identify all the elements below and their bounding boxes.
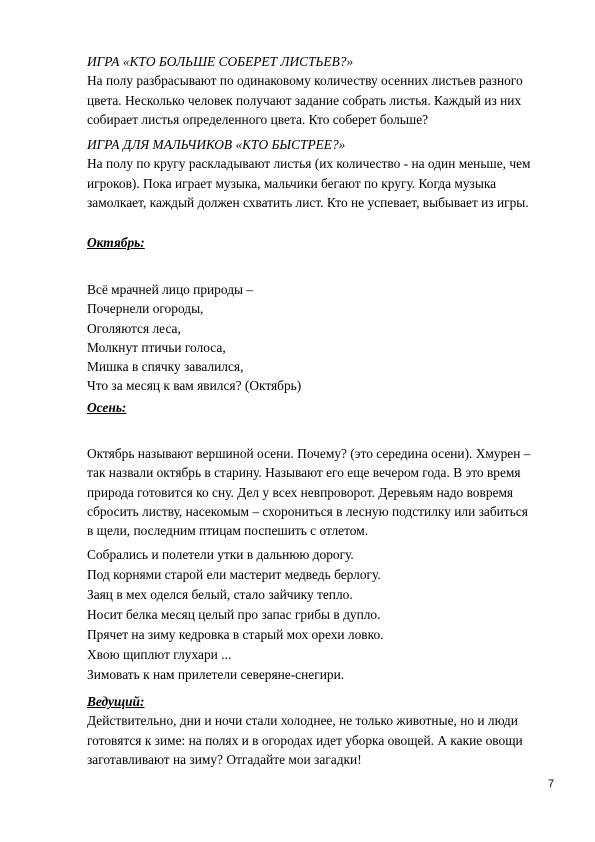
game2-line: На полу по кругу раскладывают листья (их количество - на один меньше, чем xyxy=(87,156,531,172)
game1-section xyxy=(87,52,557,129)
autumn-line: природа готовится ко сну. Дел у всех невпроворот. Деревьям надо вовремя xyxy=(87,484,514,500)
autumn-line: в щели, последним птицам поспешить с отлетом. xyxy=(87,523,369,539)
game1-line: цвета. Несколько человек получают задание собрать листья. Каждый из них xyxy=(87,92,522,108)
game1-line: На полу разбрасывают по одинаковому количеству осенних листьев разного xyxy=(87,73,523,89)
host-title: Ведущий: xyxy=(87,694,145,709)
autumn-heading-block xyxy=(87,398,557,417)
host-text xyxy=(87,711,557,769)
game2-text xyxy=(87,154,557,212)
autumn-line: сбросить листву, насекомым – схорониться в лесную подстилку или забиться xyxy=(87,503,528,519)
autumn-poem-line: Заяц в мех оделся белый, стало зайчику тепло. xyxy=(87,587,353,602)
autumn-poem xyxy=(87,545,557,685)
game1-title: ИГРА «КТО БОЛЬШЕ СОБЕРЕТ ЛИСТЬЕВ?» xyxy=(87,54,354,69)
autumn-poem-line: Собрались и полетели утки в дальнюю дорогу. xyxy=(87,547,354,562)
autumn-title: Осень: xyxy=(87,400,127,415)
game2-line: замолкает, каждый должен схватить лист. Кто не успевает, выбывает из игры. xyxy=(87,194,529,210)
host-line: готовятся к зиме: на полях и в огородах идет уборка овощей. А какие овощи xyxy=(87,732,523,748)
autumn-line: так назвали октябрь в старину. Называют его еще вечером года. В это время xyxy=(87,465,521,481)
october-poem-line: Что за месяц к вам явился? (Октябрь) xyxy=(87,378,302,394)
october-poem-line: Мишка в спячку завалился, xyxy=(87,359,244,375)
game1-text xyxy=(87,71,557,129)
october-poem-line: Почернели огороды, xyxy=(87,301,204,317)
game2-section xyxy=(87,135,557,212)
autumn-poem-line: Зимовать к нам прилетели северяне-снегири. xyxy=(87,667,345,682)
october-poem-line: Оголяются леса, xyxy=(87,320,181,336)
october-poem-line: Молкнут птичьи голоса, xyxy=(87,339,226,355)
autumn-poem-line: Под корнями старой ели мастерит медведь берлогу. xyxy=(87,567,381,582)
host-section xyxy=(87,692,557,769)
page-number: 7 xyxy=(548,778,555,790)
host-line: Действительно, дни и ночи стали холоднее, не только животные, но и люди xyxy=(87,713,518,729)
game1-line: собирает листья определенного цвета. Кто соберет больше? xyxy=(87,111,429,127)
autumn-poem-line: Хвою щиплют глухари ... xyxy=(87,647,232,662)
october-heading-block xyxy=(87,233,557,252)
autumn-poem-line: Прячет на зиму кедровка в старый мох орехи ловко. xyxy=(87,627,384,642)
october-title: Октябрь: xyxy=(87,235,145,250)
game2-line: игроков). Пока играет музыка, мальчики бегают по кругу. Когда музыка xyxy=(87,175,497,191)
autumn-line: Октябрь называют вершиной осени. Почему? (это середина осени). Хмурен – xyxy=(87,446,531,461)
october-poem-line: Всё мрачней лицо природы – xyxy=(87,282,254,297)
game2-title: ИГРА ДЛЯ МАЛЬЧИКОВ «КТО БЫСТРЕЕ?» xyxy=(87,137,346,152)
host-line: заготавливают на зиму? Отгадайте мои загадки! xyxy=(87,751,362,767)
autumn-poem-line: Носит белка месяц целый про запас грибы в дупло. xyxy=(87,607,381,622)
autumn-paragraph xyxy=(87,444,557,540)
october-poem xyxy=(87,280,557,396)
